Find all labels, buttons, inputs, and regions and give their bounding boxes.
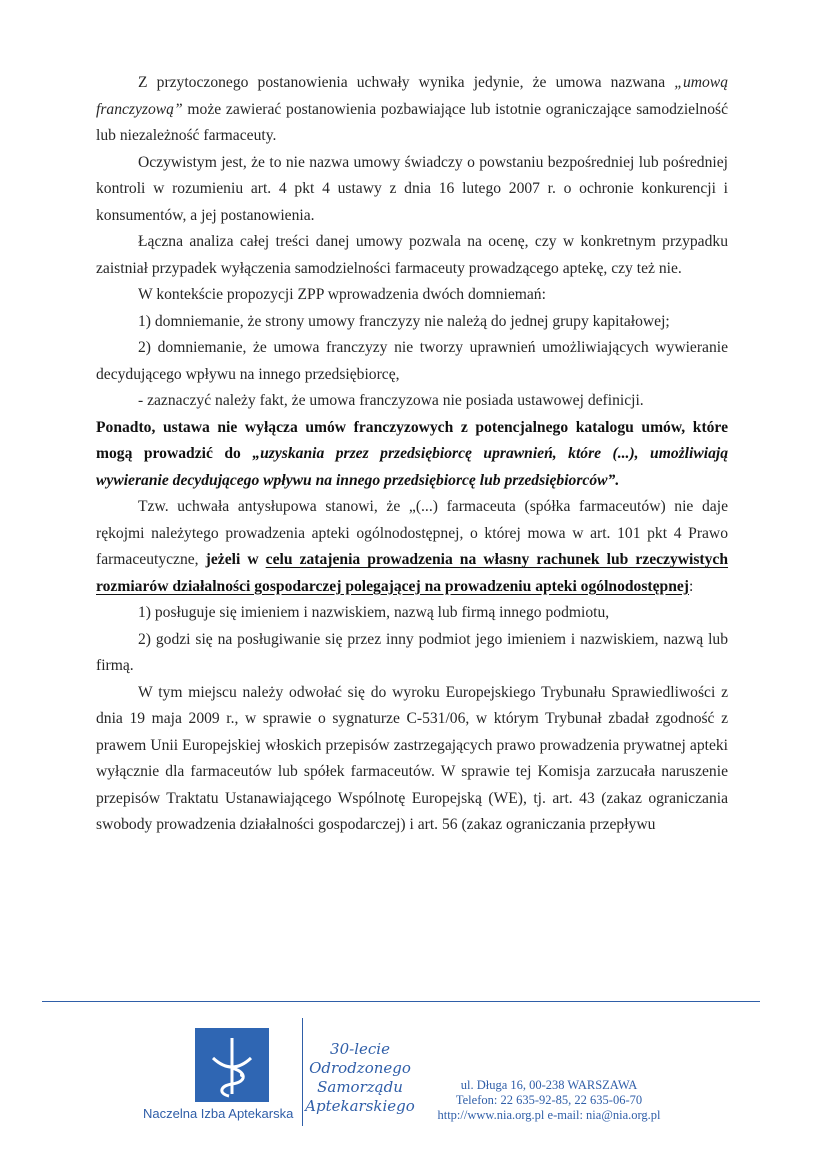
bold-italic-quote: „uzyskania przez przedsiębiorcę uprawnień, które (...), umożliwiają wywieranie decydującego wpływu na innego przedsiębiorcę lub przedsiębiorców”. — [96, 445, 729, 489]
italic-term: „umową franczyzową” — [96, 74, 728, 118]
footer-vertical-divider — [302, 1018, 303, 1126]
paragraph-4: W kontekście propozycji ZPP wprowadzenia dwóch domniemań: — [138, 286, 546, 303]
list-item-3: 1) posługuje się imieniem i nazwiskiem, nazwą lub firmą innego podmiotu, — [138, 604, 610, 621]
document-body — [96, 70, 728, 839]
paragraph-1: Z przytoczonego postanowienia uchwały wynika jedynie, że umowa nazwana „umową franczyzową” może zawierać postanowienia pozbawiające lub istotnie ograniczające samodzielność lub niezależność farmaceuty. — [96, 74, 728, 144]
paragraph-2: Oczywistym jest, że to nie nazwa umowy świadczy o powstaniu bezpośredniej lub pośredniej kontroli w rozumieniu art. 4 pkt 4 ustawy z dnia 16 lutego 2007 r. o ochronie konkurencji i konsumentów, a jej postanowienia. — [96, 153, 728, 224]
paragraph-3: Łączna analiza całej treści danej umowy pozwala na ocenę, czy w konkretnym przypadku zaistniał przypadek wyłączenia samodzielności farmaceuty prowadzącego aptekę, czy też nie. — [96, 233, 728, 277]
bowl-of-hygieia-icon — [195, 1028, 269, 1102]
web-email: http://www.nia.org.pl e-mail: nia@nia.org.pl — [437, 1108, 661, 1122]
footer-divider — [42, 1001, 760, 1002]
list-item-1: 1) domniemanie, że strony umowy franczyzy nie należą do jednej grupy kapitałowej; — [138, 312, 670, 330]
contact-block — [424, 1078, 674, 1123]
underlined-phrase: celu zatajenia prowadzenia na własny rachunek lub rzeczywistych rozmiarów działalności gospodarczej polegającej na prowadzeniu apteki ogólnodostępnej — [96, 551, 729, 595]
list-item-4: 2) godzi się na posługiwanie się przez inny podmiot jego imieniem i nazwiskiem, nazwą lub firmą. — [96, 630, 728, 674]
phone: Telefon: 22 635-92-85, 22 635-06-70 — [455, 1093, 643, 1107]
paragraph-bold: Ponadto, ustawa nie wyłącza umów franczyzowych z potencjalnego katalogu umów, które mogą prowadzić do „uzyskania przez przedsiębiorcę uprawnień, które (...), umożliwiają wywieranie decydującego wpływu na innego przedsiębiorcę lub przedsiębiorców”. — [96, 418, 729, 489]
paragraph-resolution: Tzw. uchwała antysłupowa stanowi, że „(...) farmaceuta (spółka farmaceutów) nie daje rękojmi należytego prowadzenia apteki ogólnodostępnej, o której mowa w art. 101 pkt 4 Prawo farmaceutyczne, jeżeli w celu zatajenia prowadzenia na własny rachunek lub rzeczywistych rozmiarów działalności gospodarczej polegającej na prowadzeniu apteki ogólnodostępnej: — [96, 498, 729, 595]
anniversary-mark: 30-lecie Odrodzonego Samorządu Aptekarskiego — [305, 1040, 415, 1115]
paragraph-note: - zaznaczyć należy fakt, że umowa franczyzowa nie posiada ustawowej definicji. — [138, 392, 644, 409]
address: ul. Długa 16, 00-238 WARSZAWA — [460, 1078, 638, 1092]
list-item-2: 2) domniemanie, że umowa franczyzy nie tworzy uprawnień umożliwiających wywieranie decydującego wpływu na innego przedsiębiorcę, — [96, 339, 728, 383]
paragraph-judgment: W tym miejscu należy odwołać się do wyroku Europejskiego Trybunału Sprawiedliwości z dnia 19 maja 2009 r., w sprawie o sygnaturze C-531/06, w którym Trybunał zbadał zgodność z prawem Unii Europejskiej włoskich przepisów zastrzegających prawo prowadzenia prywatnej apteki wyłącznie dla farmaceutów lub spółek farmaceutów. W sprawie tej Komisja zarzucała naruszenie przepisów Traktatu Ustanawiającego Wspólnotę Europejską (WE), tj. art. 43 (zakaz ograniczania swobody prowadzenia działalności gospodarczej) i art. 56 (zakaz ograniczania przepływu — [96, 683, 728, 833]
org-name: Naczelna Izba Aptekarska — [143, 1106, 294, 1121]
